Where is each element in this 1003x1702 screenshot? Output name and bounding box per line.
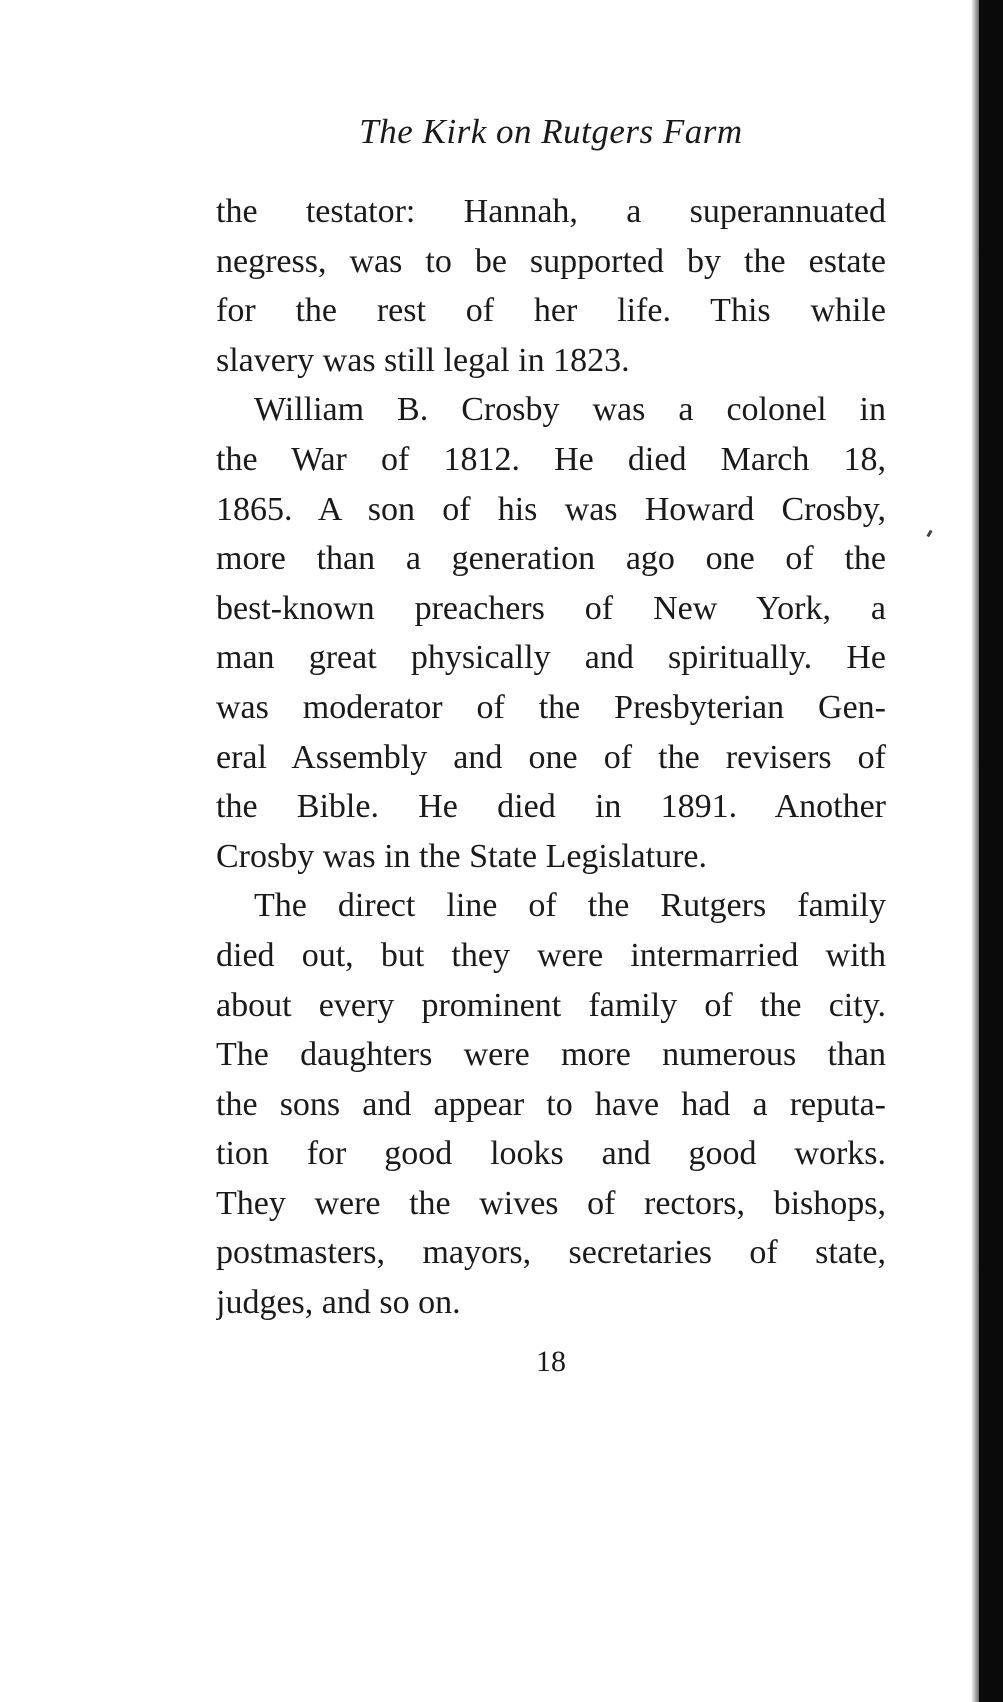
text-line: William B. Crosby was a colonel in: [254, 391, 886, 429]
text-line: more than a generation ago one of the: [216, 540, 886, 578]
text-line: The daughters were more numerous than: [216, 1036, 886, 1074]
text-line: man great physically and spiritually. He: [216, 639, 886, 677]
text-line: the Bible. He died in 1891. Another: [216, 788, 886, 826]
text-line: died out, but they were intermarried with: [216, 936, 886, 974]
text-line: negress, was to be supported by the estate: [216, 242, 886, 280]
text-line: slavery was still legal in 1823.: [216, 341, 630, 379]
text-line: Crosby was in the State Legislature.: [216, 837, 708, 875]
text-line: about every prominent family of the city.: [216, 986, 886, 1024]
text-line: the sons and appear to have had a reputa-: [216, 1085, 886, 1123]
text-line: 1865. A son of his was Howard Crosby,: [216, 490, 886, 528]
text-line: tion for good looks and good works.: [216, 1135, 886, 1173]
text-line: They were the wives of rectors, bishops,: [216, 1184, 886, 1222]
running-head: The Kirk on Rutgers Farm: [359, 112, 743, 151]
text-line: best-known preachers of New York, a: [216, 589, 886, 627]
text-line: was moderator of the Presbyterian Gen-: [216, 688, 886, 726]
scan-edge: [979, 0, 1003, 1702]
text-line: for the rest of her life. This while: [216, 292, 886, 330]
text-line: postmasters, mayors, secretaries of state,: [216, 1234, 886, 1272]
text-line: the War of 1812. He died March 18,: [216, 440, 886, 478]
body-text: [216, 187, 886, 1328]
page-number: 18: [536, 1345, 566, 1378]
text-line: The direct line of the Rutgers family: [254, 887, 886, 925]
text-line: the testator: Hannah, a superannuated: [216, 193, 886, 230]
scan-speck: [926, 530, 932, 538]
scan-edge-shadow: [971, 0, 979, 1702]
text-line: judges, and so on.: [216, 1284, 461, 1322]
text-line: eral Assembly and one of the revisers of: [216, 738, 886, 776]
